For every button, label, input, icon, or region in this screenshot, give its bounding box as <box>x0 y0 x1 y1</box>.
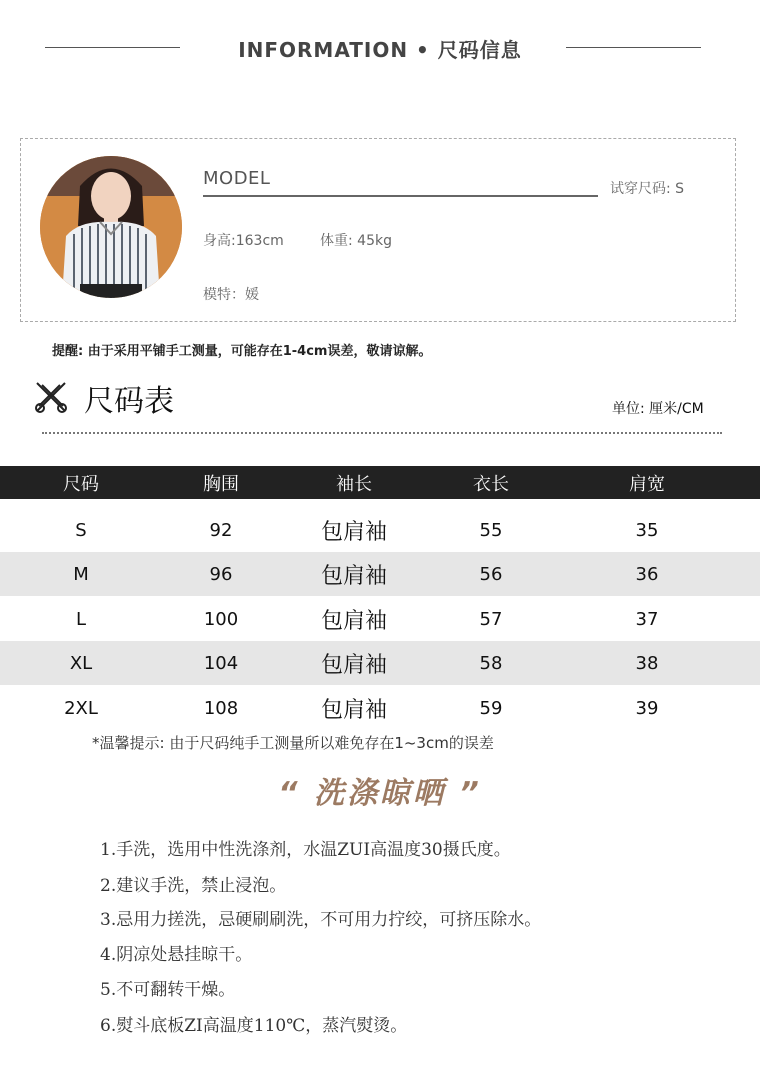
header-chest: 胸围 <box>203 473 239 495</box>
washing-title: “ 洗涤晾晒 ” <box>278 776 482 811</box>
size-chart-title: 尺码表 <box>84 384 174 419</box>
cell-chest: 92 <box>209 519 233 541</box>
dotted-divider <box>42 432 722 434</box>
header-shoulder: 肩宽 <box>629 473 665 495</box>
cell-length: 58 <box>479 652 503 674</box>
measurement-reminder: 提醒: 由于采用平铺手工测量，可能存在1-4cm误差，敬请谅解。 <box>52 344 432 359</box>
cell-shoulder: 38 <box>635 652 659 674</box>
cell-size: 2XL <box>64 697 98 719</box>
header-right-line <box>566 47 701 48</box>
cell-shoulder: 39 <box>635 697 659 719</box>
table-row <box>0 508 760 552</box>
cell-size: S <box>75 519 87 541</box>
size-table-header <box>0 466 760 499</box>
cell-shoulder: 37 <box>635 608 659 630</box>
washing-item: 1.手洗，选用中性洗涤剂，水温ZUI高温度30摄氏度。 <box>100 840 511 860</box>
cell-chest: 100 <box>203 608 239 630</box>
measurement-tip: *温馨提示: 由于尺码纯手工测量所以难免存在1~3cm的误差 <box>92 734 494 752</box>
cell-length: 59 <box>479 697 503 719</box>
washing-item: 6.熨斗底板ZI高温度110℃，蒸汽熨烫。 <box>100 1016 408 1036</box>
cell-shoulder: 36 <box>635 563 659 585</box>
washing-item: 4.阴凉处悬挂晾干。 <box>100 945 253 965</box>
washing-item: 2.建议手洗，禁止浸泡。 <box>100 876 287 896</box>
cell-size: M <box>73 563 89 585</box>
table-row <box>0 552 760 596</box>
cell-sleeve: 包肩袖 <box>320 519 388 545</box>
model-label: MODEL <box>203 168 271 189</box>
cell-length: 57 <box>479 608 503 630</box>
cell-size: XL <box>69 652 93 674</box>
unit-label: 单位: 厘米/CM <box>612 401 704 417</box>
cell-chest: 104 <box>203 652 239 674</box>
cell-sleeve: 包肩袖 <box>320 608 388 634</box>
header-length: 衣长 <box>473 473 509 495</box>
header-sleeve: 袖长 <box>336 473 372 495</box>
table-row <box>0 686 760 730</box>
cell-sleeve: 包肩袖 <box>320 652 388 678</box>
tryon-size: 试穿尺码: S <box>610 181 685 197</box>
model-height: 身高:163cm <box>203 233 284 249</box>
model-name: 模特：媛 <box>203 287 259 303</box>
cell-chest: 108 <box>203 697 239 719</box>
cell-chest: 96 <box>209 563 233 585</box>
table-row <box>0 597 760 641</box>
cell-length: 55 <box>479 519 503 541</box>
model-weight: 体重: 45kg <box>320 233 392 249</box>
header-left-line <box>45 47 180 48</box>
cell-shoulder: 35 <box>635 519 659 541</box>
washing-item: 3.忌用力搓洗，忌硬刷刷洗，不可用力拧绞，可挤压除水。 <box>100 910 542 930</box>
cell-length: 56 <box>479 563 503 585</box>
header-size: 尺码 <box>63 473 99 495</box>
cell-sleeve: 包肩袖 <box>320 563 388 589</box>
table-row <box>0 641 760 685</box>
scissors-icon <box>34 380 68 414</box>
washing-item: 5.不可翻转干燥。 <box>100 980 236 1000</box>
model-underline <box>203 195 598 197</box>
page-title: INFORMATION • 尺码信息 <box>238 38 522 62</box>
model-photo <box>40 156 182 298</box>
cell-sleeve: 包肩袖 <box>320 697 388 723</box>
cell-size: L <box>75 608 87 630</box>
model-photo-illustration <box>40 156 182 298</box>
